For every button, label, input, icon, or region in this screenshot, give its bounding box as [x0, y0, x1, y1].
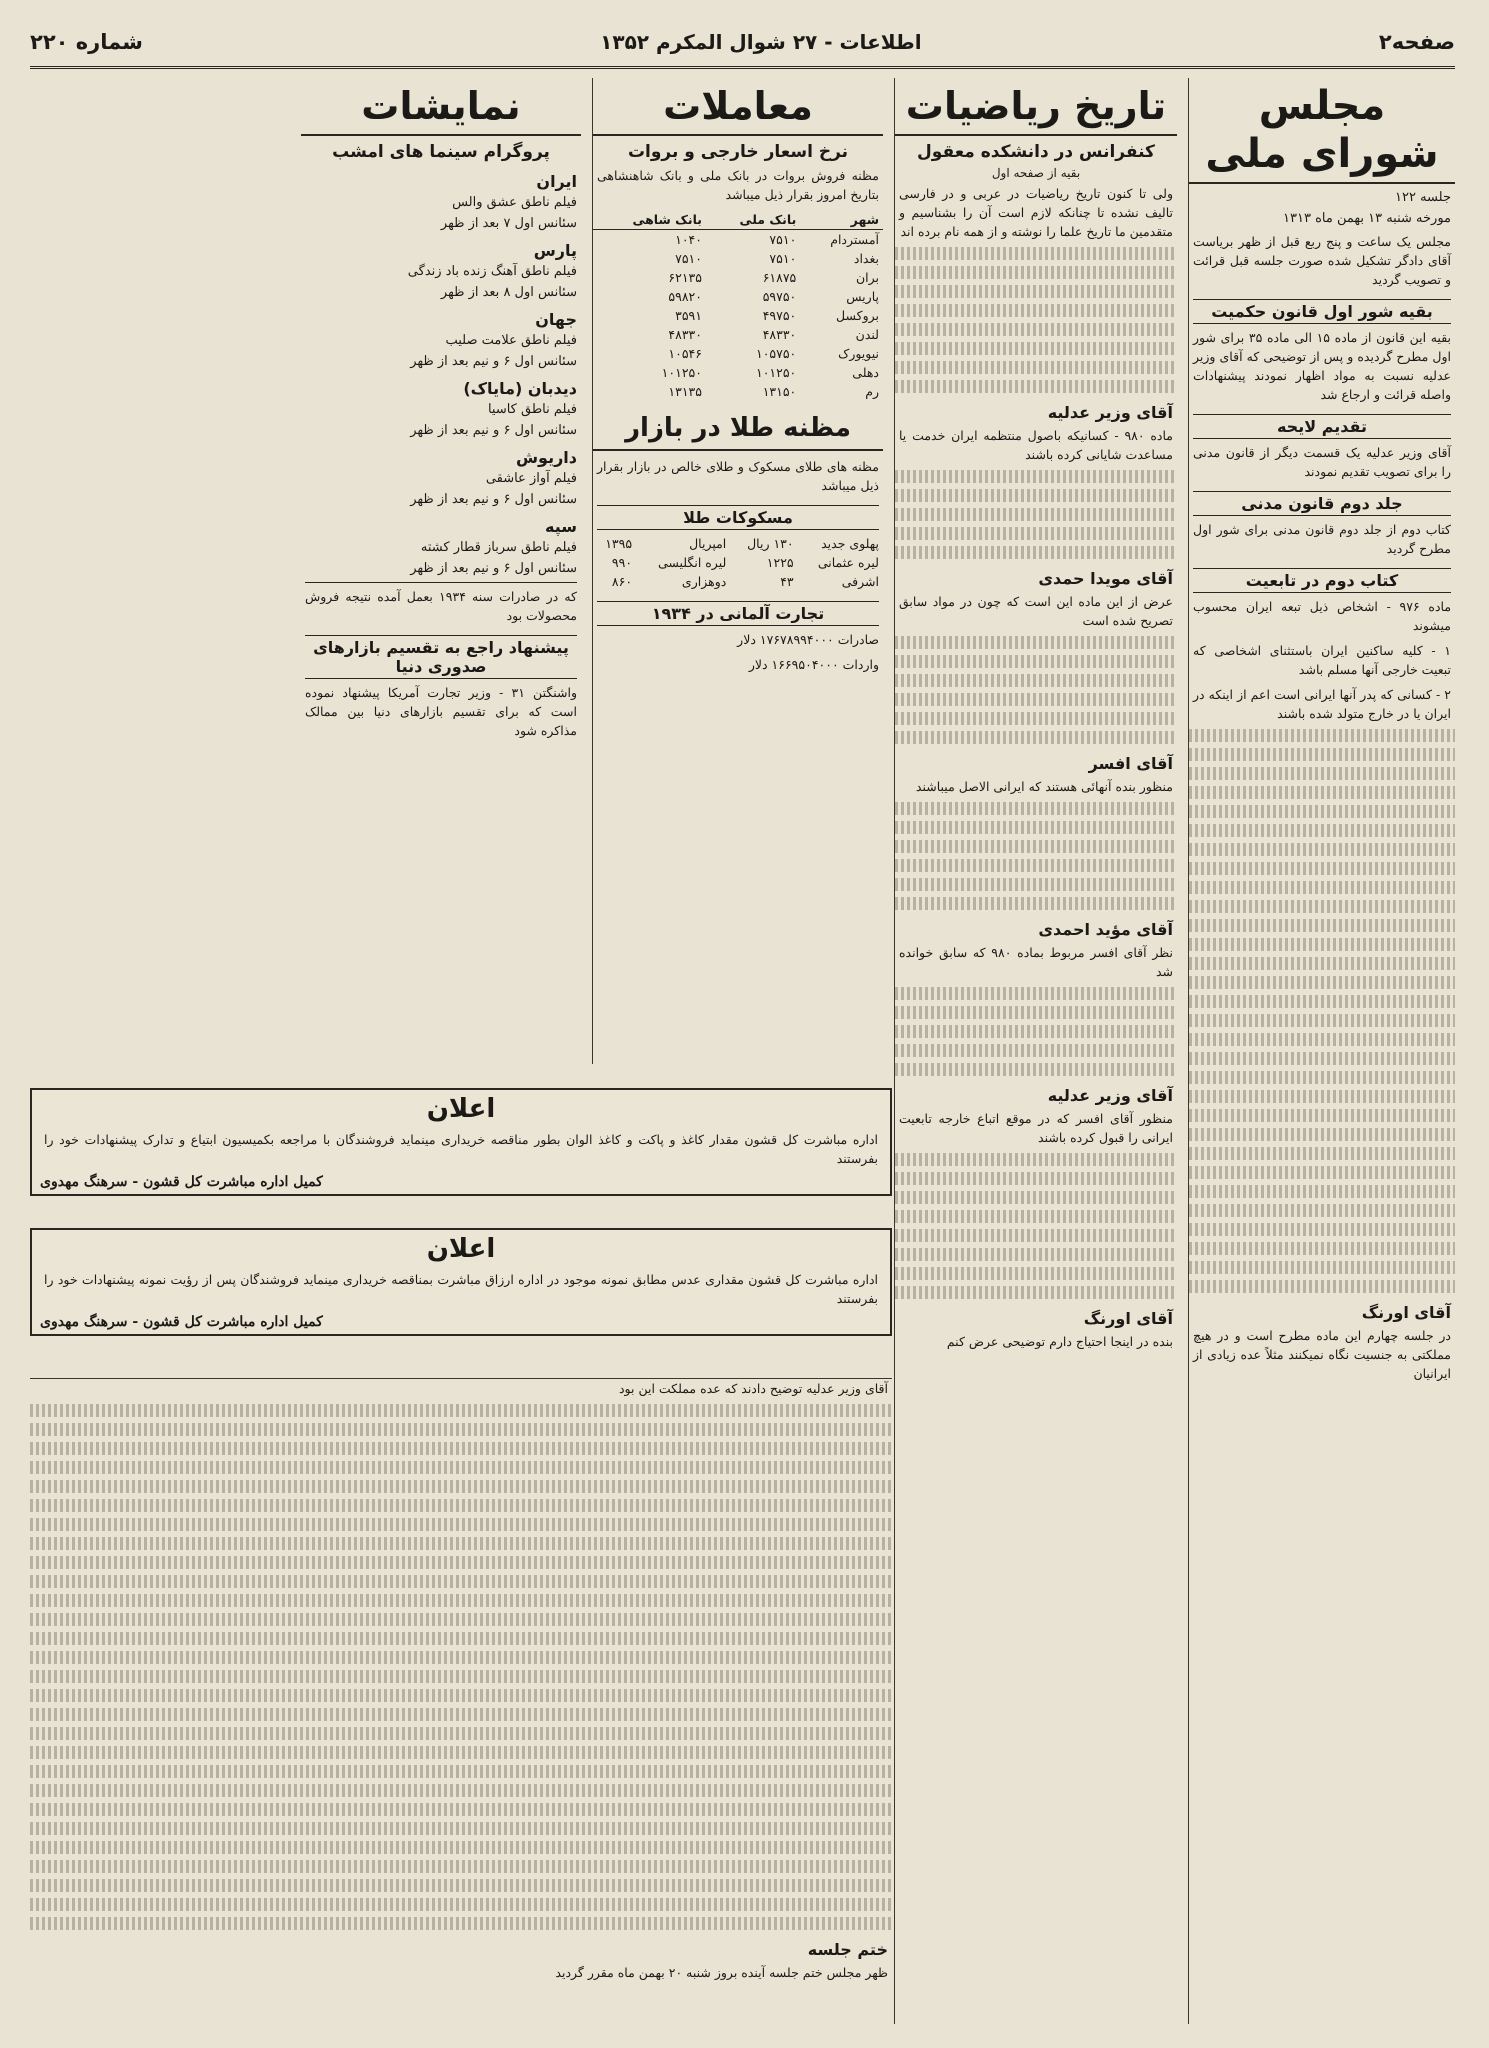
coin-price: ۱۳۰ ریال — [747, 536, 794, 551]
exchange-rates-title: نرخ اسعار خارجی و بروات — [627, 142, 849, 162]
coin-name: لیره انگلیسی — [657, 555, 727, 570]
rate-city: پاریس — [846, 289, 879, 304]
cinema-name: پارس — [533, 241, 577, 260]
header-imperial-bank: بانک شاهی — [593, 210, 706, 230]
text-filler — [1189, 1052, 1455, 1065]
coin-price: ۱۲۲۵ — [766, 555, 794, 570]
rate-value: ۱۰۵۴۶ — [668, 346, 702, 361]
text-filler — [30, 1822, 892, 1835]
rate-city: بروکسل — [836, 308, 879, 323]
table-row — [593, 230, 883, 250]
text-filler — [1189, 729, 1455, 742]
text-filler — [1189, 976, 1455, 989]
cinema-name: داریوش — [515, 448, 577, 467]
coins-heading: مسکوکات طلا — [597, 505, 879, 530]
paragraph-moayed-ahmadi: عرض از این ماده این است که چون در مواد سابق تصریح شده است — [899, 594, 1173, 628]
text-filler — [895, 470, 1177, 483]
rate-city: بران — [855, 270, 879, 285]
heading-civil-code: جلد دوم قانون مدنی — [1193, 491, 1451, 516]
text-filler — [895, 380, 1177, 393]
header-national-bank: بانک ملی — [706, 210, 800, 230]
paragraph-clause-1: ۱ - کلیه ساکنین ایران باستثنای اشخاصی که تبعیت خارجی آنها مسلم باشد — [1193, 643, 1451, 677]
text-filler — [895, 304, 1177, 317]
text-filler — [895, 323, 1177, 336]
exchange-rates-note: مظنه فروش بروات در بانک ملی و بانک شاهنشاهی بتاریخ امروز بقرار ذیل میباشد — [597, 168, 879, 202]
cinema-time: سئانس اول ۶ و نیم بعد از ظهر — [410, 492, 577, 507]
cinema-time: سئانس اول ۸ بعد از ظهر — [440, 285, 577, 300]
coin-price: ۱۳۹۵ — [605, 536, 633, 551]
text-filler — [1189, 824, 1455, 837]
paragraph-bill: آقای وزیر عدلیه یک قسمت دیگر از قانون مدنی را برای تصویب تقدیم نمودند — [1193, 445, 1451, 479]
session-end-paragraph: ظهر مجلس ختم جلسه آینده بروز شنبه ۲۰ بهمن ماه مقرر گردید — [555, 1965, 888, 1980]
gold-market-title: مظنه طلا در بازار — [593, 411, 883, 451]
intro-paragraph: مجلس یک ساعت و پنج ربع قبل از ظهر بریاست آقای دادگر تشکیل شده صورت جلسه قبل قرائت و تصویب گردید — [1193, 234, 1451, 287]
rate-city: آمستردام — [830, 232, 879, 247]
table-row — [593, 268, 883, 287]
text-filler — [895, 489, 1177, 502]
paragraph-moayed-ahmadi-2: نظر آقای افسر مربوط بماده ۹۸۰ که سابق خوانده شد — [899, 945, 1173, 979]
text-filler — [30, 1518, 892, 1531]
text-filler — [1189, 1147, 1455, 1160]
ad-title: اعلان — [426, 1234, 496, 1264]
parliament-title: مجلس شورای ملی — [1189, 82, 1455, 184]
ad-title: اعلان — [426, 1094, 496, 1124]
cinema-name: سپه — [545, 517, 577, 536]
text-filler — [30, 1613, 892, 1626]
text-filler — [1189, 1014, 1455, 1027]
cinema-time: سئانس اول ۶ و نیم بعد از ظهر — [410, 354, 577, 369]
text-filler — [30, 1442, 892, 1455]
text-filler — [895, 693, 1177, 706]
ad-signature: کمیل اداره مباشرت کل قشون - سرهنگ مهدوی — [40, 1314, 323, 1330]
text-filler — [895, 361, 1177, 374]
coin-name: دوهزاری — [681, 574, 727, 589]
exchange-rate-header-row — [593, 210, 883, 230]
text-filler — [30, 1727, 892, 1740]
text-filler — [30, 1841, 892, 1854]
math-history-title: تاریخ ریاضیات — [895, 82, 1177, 136]
paragraph-civil-code: کتاب دوم از جلد دوم قانون مدنی برای شور اول مطرح گردید — [1193, 522, 1451, 556]
cinema-item — [301, 241, 581, 300]
text-filler — [895, 527, 1177, 540]
rate-value: ۶۱۸۷۵ — [762, 270, 797, 285]
text-filler — [1189, 995, 1455, 1008]
coin-name: اشرفی — [841, 574, 879, 589]
coin-price: ۸۶۰ — [611, 574, 633, 589]
issue-date: اطلاعات - ۲۷ شوال المکرم ۱۳۵۲ — [600, 30, 922, 54]
text-filler — [30, 1632, 892, 1645]
text-filler — [30, 1708, 892, 1721]
cinema-program-title: پروگرام سینما های امشب — [332, 142, 550, 162]
text-filler — [1189, 1071, 1455, 1084]
text-filler — [30, 1898, 892, 1911]
trade-heading: تجارت آلمانی در ۱۹۳۴ — [597, 601, 879, 626]
advertisement-paper — [30, 1088, 892, 1196]
cinema-film: فیلم ناطق سرباز قطار کشته — [420, 540, 577, 555]
exports-note: که در صادرات سنه ۱۹۳۴ بعمل آمده نتیجه فروش محصولات بود — [305, 582, 577, 625]
cinema-name: جهان — [535, 310, 577, 329]
text-filler — [895, 859, 1177, 872]
cinema-time: سئانس اول ۷ بعد از ظهر — [440, 216, 577, 231]
cinema-film: فیلم ناطق کاسیا — [487, 402, 577, 417]
header-city: شهر — [800, 210, 883, 230]
trade-exports: صادرات ۱۷۶۷۸۹۹۴۰۰۰ دلار — [737, 632, 879, 647]
ad-body: اداره مباشرت کل قشون مقدار کاغذ و پاکت و کاغذ الوان بطور مناقصه خریداری مینماید فروشندگان با مراجعه بکمیسیون ابتیاع و تدارک پیشنهادات خود را بفرستند — [44, 1132, 878, 1166]
math-history-paragraph: ولی تا کنون تاریخ ریاضیات در عربی و در فارسی تالیف نشده تا چنانکه لازم است آن را بشناسیم و متقدمین ما تاریخ علما را نوشته و از همه نام برده اند — [899, 186, 1173, 239]
rate-value: ۱۰۴۰ — [675, 232, 702, 247]
text-filler — [1189, 1166, 1455, 1179]
text-filler — [895, 1210, 1177, 1223]
columns — [30, 78, 1455, 2024]
trade-imports: واردات ۱۶۶۹۵۰۴۰۰۰ دلار — [748, 657, 879, 672]
math-history-subtitle: کنفرانس در دانشکده معقول — [917, 142, 1155, 162]
text-filler — [895, 1248, 1177, 1261]
rate-value: ۴۸۳۳۰ — [668, 327, 702, 342]
text-filler — [895, 674, 1177, 687]
heading-moayed-ahmadi-2: آقای مؤید احمدی — [1038, 920, 1173, 939]
text-filler — [1189, 748, 1455, 761]
table-row — [593, 344, 883, 363]
paragraph-clause-2: ۲ - کسانی که پدر آنها ایرانی است اعم از اینکه در ایران یا در خارج متولد شده باشند — [1193, 687, 1451, 721]
text-filler — [895, 1044, 1177, 1057]
text-filler — [1189, 1242, 1455, 1255]
paragraph-afsar: منظور بنده آنهائی هستند که ایرانی الاصل میباشند — [915, 779, 1173, 794]
text-filler — [895, 712, 1177, 725]
table-row — [593, 553, 883, 572]
rate-city: دهلی — [852, 365, 879, 380]
column-shows — [301, 78, 581, 1064]
text-filler — [30, 1651, 892, 1664]
paragraph-justice-minister-2: منظور آقای افسر که در موقع اتباع خارجه تابعیت ایرانی را قبول کرده باشند — [899, 1111, 1173, 1145]
text-filler — [1189, 1033, 1455, 1046]
rate-value: ۵۹۷۵۰ — [762, 289, 797, 304]
text-filler — [30, 1784, 892, 1797]
text-filler — [30, 1917, 892, 1930]
session-end-heading: ختم جلسه — [807, 1940, 888, 1959]
heading-arbitration: بقیه شور اول قانون حکمیت — [1193, 299, 1451, 324]
cinema-item — [301, 310, 581, 369]
heading-justice-minister: آقای وزیر عدلیه — [1047, 403, 1173, 422]
page-number: صفحه۲ — [1378, 30, 1455, 54]
coin-name: امپریال — [689, 536, 727, 551]
text-filler — [30, 1499, 892, 1512]
paragraph-article-976: ماده ۹۷۶ - اشخاص ذیل تبعه ایران محسوب میشوند — [1193, 599, 1452, 633]
text-filler — [1189, 862, 1455, 875]
text-filler — [30, 1689, 892, 1702]
text-filler — [895, 1229, 1177, 1242]
coin-name: لیره عثمانی — [817, 555, 879, 570]
ad-signature: کمیل اداره مباشرت کل قشون - سرهنگ مهدوی — [40, 1174, 323, 1190]
text-filler — [30, 1803, 892, 1816]
text-filler — [1189, 805, 1455, 818]
text-filler — [30, 1404, 892, 1417]
paragraph-article-980: ماده ۹۸۰ - کسانیکه باصول منتظمه ایران خدمت یا مساعدت شایانی کرده باشند — [899, 428, 1174, 462]
cinema-film: فیلم ناطق علامت صلیب — [445, 333, 577, 348]
text-filler — [1189, 1204, 1455, 1217]
text-filler — [895, 802, 1177, 815]
table-row — [593, 363, 883, 382]
column-math-history — [894, 78, 1177, 2024]
text-filler — [1189, 900, 1455, 913]
text-filler — [1189, 1223, 1455, 1236]
ad-body: اداره مباشرت کل قشون مقداری عدس مطابق نمونه موجود در اداره ارزاق مباشرت بمناقصه خریداری مینماید فروشندگان پس از رؤیت نمونه پیشنهادات خود را بفرستند — [44, 1272, 878, 1306]
cinema-item — [301, 379, 581, 438]
text-filler — [895, 821, 1177, 834]
text-filler — [30, 1746, 892, 1759]
text-filler — [895, 247, 1177, 260]
heading-moayed-ahmadi: آقای مویدا حمدی — [1038, 569, 1173, 588]
market-division-heading: پیشنهاد راجع به تقسیم بازارهای صدوری دنیا — [305, 635, 577, 679]
text-filler — [30, 1860, 892, 1873]
shows-title: نمایشات — [301, 82, 581, 136]
text-filler — [895, 1025, 1177, 1038]
text-filler — [30, 1537, 892, 1550]
cinema-time: سئانس اول ۶ و نیم بعد از ظهر — [410, 561, 577, 576]
rate-value: ۷۵۱۰ — [769, 251, 797, 266]
heading-orang-2: آقای اورنگ — [1083, 1309, 1173, 1328]
rate-value: ۴۹۷۵۰ — [762, 308, 797, 323]
cinema-name: ایران — [536, 172, 577, 191]
table-row — [593, 534, 883, 553]
column-transactions — [592, 78, 883, 1064]
rate-value: ۳۵۹۱ — [675, 308, 702, 323]
text-filler — [1189, 881, 1455, 894]
continued-note: بقیه از صفحه اول — [991, 166, 1081, 180]
coin-price: ۴۳ — [780, 574, 794, 589]
text-filler — [1189, 1128, 1455, 1141]
table-row — [593, 306, 883, 325]
text-filler — [895, 342, 1177, 355]
cinema-time: سئانس اول ۶ و نیم بعد از ظهر — [410, 423, 577, 438]
cinema-item — [301, 172, 581, 231]
table-row — [593, 382, 883, 401]
issue-number: شماره ۲۲۰ — [30, 30, 143, 54]
exchange-rate-table — [593, 210, 883, 401]
text-filler — [895, 655, 1177, 668]
text-filler — [895, 266, 1177, 279]
text-filler — [30, 1423, 892, 1436]
rate-value: ۵۹۸۲۰ — [668, 289, 702, 304]
text-filler — [895, 878, 1177, 891]
text-filler — [895, 987, 1177, 1000]
text-filler — [895, 1286, 1177, 1299]
text-filler — [895, 897, 1177, 910]
heading-justice-minister-2: آقای وزیر عدلیه — [1047, 1086, 1173, 1105]
text-filler — [895, 840, 1177, 853]
cinema-film: فیلم ناطق آهنگ زنده باد زندگی — [407, 264, 577, 279]
session-number: جلسه ۱۲۲ — [1395, 190, 1451, 205]
rate-city: بغداد — [853, 251, 879, 266]
continuation-paragraph: آقای وزیر عدلیه توضیح دادند که عده مملکت این بود — [618, 1381, 888, 1396]
text-filler — [1189, 767, 1455, 780]
rate-city: نیویورک — [838, 346, 879, 361]
text-filler — [1189, 938, 1455, 951]
text-filler — [30, 1670, 892, 1683]
text-filler — [1189, 1261, 1455, 1274]
text-filler — [895, 1191, 1177, 1204]
cinema-film: فیلم ناطق عشق والس — [452, 195, 577, 210]
text-filler — [895, 1063, 1177, 1076]
rate-value: ۱۰۱۲۵۰ — [755, 365, 797, 380]
text-filler — [895, 1172, 1177, 1185]
advertisement-lentils — [30, 1228, 892, 1336]
coin-name: پهلوی جدید — [821, 536, 879, 551]
text-filler — [30, 1461, 892, 1474]
heading-orang: آقای اورنگ — [1361, 1303, 1451, 1322]
text-filler — [895, 285, 1177, 298]
text-filler — [30, 1575, 892, 1588]
market-division-paragraph: واشنگتن ۳۱ - وزیر تجارت آمریکا پیشنهاد نموده است که برای تقسیم بازارهای دنیا بین ممالک مذاکره شود — [305, 685, 577, 738]
rate-value: ۱۳۱۳۵ — [668, 384, 702, 399]
text-filler — [895, 636, 1177, 649]
paragraph-orang: در جلسه چهارم این ماده مطرح است و در هیچ مملکتی به جنسیت نگاه نمیکنند مثلاً عده زیادی از ایرانیان — [1193, 1328, 1451, 1381]
cinema-item — [301, 448, 581, 507]
rate-value: ۴۸۳۳۰ — [762, 327, 797, 342]
text-filler — [1189, 1185, 1455, 1198]
cinema-name: دیدبان (مایاک) — [463, 379, 577, 398]
rate-value: ۱۳۱۵۰ — [762, 384, 797, 399]
rate-city: رم — [865, 384, 879, 399]
cinema-film: فیلم آواز عاشقی — [485, 471, 577, 486]
table-row — [593, 325, 883, 344]
text-filler — [30, 1594, 892, 1607]
masthead — [30, 24, 1455, 69]
text-filler — [1189, 919, 1455, 932]
text-filler — [1189, 843, 1455, 856]
rate-value: ۷۵۱۰ — [769, 232, 797, 247]
gold-market-note: مظنه های طلای مسکوک و طلای خالص در بازار بقرار ذیل میباشد — [597, 459, 879, 493]
text-filler — [30, 1879, 892, 1892]
text-filler — [1189, 1280, 1455, 1293]
text-filler — [895, 731, 1177, 744]
heading-afsar: آقای افسر — [1088, 754, 1173, 773]
text-filler — [30, 1480, 892, 1493]
text-filler — [895, 1153, 1177, 1166]
column-parliament — [1188, 78, 1455, 2024]
transactions-title: معاملات — [593, 82, 883, 136]
text-filler — [1189, 786, 1455, 799]
text-filler — [30, 1765, 892, 1778]
rate-value: ۶۲۱۳۵ — [668, 270, 702, 285]
coins-table — [593, 534, 883, 591]
text-filler — [895, 508, 1177, 521]
coin-price: ۹۹۰ — [611, 555, 633, 570]
rate-value: ۷۵۱۰ — [675, 251, 702, 266]
heading-nationality: کتاب دوم در تابعیت — [1193, 568, 1451, 593]
rate-value: ۱۰۵۷۵۰ — [755, 346, 797, 361]
text-filler — [895, 546, 1177, 559]
session-date: مورخه شنبه ۱۳ بهمن ماه ۱۳۱۳ — [1283, 211, 1451, 226]
table-row — [593, 572, 883, 591]
text-filler — [1189, 1109, 1455, 1122]
paragraph-arbitration: بقیه این قانون از ماده ۱۵ الی ماده ۳۵ برای شور اول مطرح گردیده و پس از توضیحی که آقای وزیر عدلیه نسبت به مواد اظهار نمودند پیشنهادات واصله قرائت و ارجاع شد — [1193, 330, 1451, 402]
paragraph-orang-2: بنده در اینجا احتیاج دارم توضیحی عرض کنم — [946, 1334, 1173, 1349]
cinema-item — [301, 517, 581, 576]
table-row — [593, 287, 883, 306]
text-filler — [1189, 957, 1455, 970]
heading-bill: تقدیم لایحه — [1193, 414, 1451, 439]
rate-value: ۱۰۱۲۵۰ — [661, 365, 702, 380]
text-filler — [30, 1556, 892, 1569]
text-filler — [895, 1267, 1177, 1280]
text-filler — [1189, 1090, 1455, 1103]
table-row — [593, 249, 883, 268]
parliament-continuation — [30, 1378, 892, 2024]
rate-city: لندن — [855, 327, 879, 342]
text-filler — [895, 1006, 1177, 1019]
